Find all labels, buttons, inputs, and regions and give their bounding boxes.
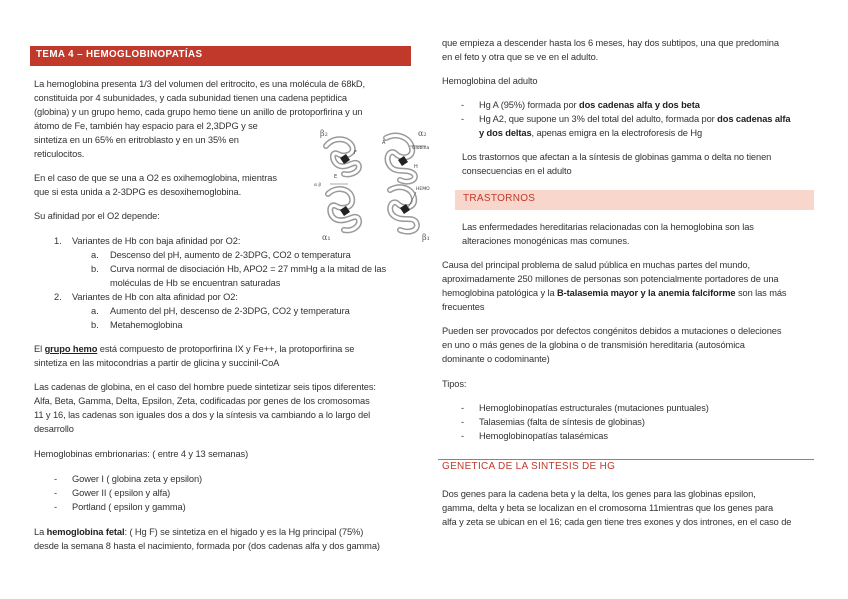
fetal-bold: hemoglobina fetal (46, 527, 125, 537)
beta2-label: β₂ (320, 129, 328, 138)
causa-bold: B-talasemia mayor y la anemia falciforme (557, 288, 736, 298)
list-item: Variantes de Hb con baja afinidad por O2: (72, 236, 241, 246)
causa-post: son las más (735, 288, 787, 298)
list-number: 1. (54, 236, 62, 246)
dash: - (54, 474, 57, 484)
fetal-text: : ( Hg F) se sintetiza en el higado y es la Hg principal (75%) (124, 527, 364, 537)
hga-pre: Hg A (95%) formada por (479, 100, 580, 110)
list-subitem: Metahemoglobina (110, 320, 183, 330)
hga2-line (479, 126, 702, 141)
list-item: Hemoglobinopatías estructurales (mutaciones puntuales) (479, 403, 709, 413)
causa-pre: hemoglobina patológica y la (442, 288, 558, 298)
enf-line: Las enfermedades hereditarias relacionadas con la hemoglobina son las (462, 222, 754, 232)
list-subitem: Aumento del pH, descenso de 2-3DPG, CO2 y temperatura (110, 306, 350, 316)
hemo-pre: El (34, 344, 45, 354)
pueden-line: dominante o codominante) (442, 354, 550, 364)
cadenas-line: 11 y 16, las cadenas son iguales dos a dos y la síntesis va cambiando a lo largo del (34, 410, 371, 420)
cadenas-line: Las cadenas de globina, en el caso del hombre puede sintetizar seis tipos diferentes: (34, 382, 376, 392)
afinidad-title: Su afinidad por el O2 depende: (34, 211, 160, 221)
fetal-line: desde la semana 8 hasta el nacimiento, formada por (dos cadenas alfa y dos gamma) (34, 541, 380, 551)
alpha2-label: α₂ (418, 129, 427, 138)
page-title: TEMA 4 – HEMOGLOBINOPATÍAS (36, 49, 203, 60)
hga2-pre: Hg A2, que supone un 3% del total del adulto, formada por (479, 114, 718, 124)
hemo-line (34, 342, 354, 357)
fetal-line (34, 525, 363, 540)
pueden-line: Pueden ser provocados por defectos congénitos debidos a mutaciones o deleciones (442, 326, 782, 336)
list-subitem: moléculas de Hb se encuentran saturadas (110, 278, 281, 288)
section-trastornos-title: TRASTORNOS (463, 193, 536, 204)
dash: - (461, 431, 464, 441)
oxi-line: que si esta unida a 2-3DPG es desoxihemoglobina. (34, 187, 242, 197)
enf-line: alteraciones monogénicas mas comunes. (462, 236, 630, 246)
intro-line: constituida por 4 subunidades, y cada subunidad tienen una cadena peptidica (34, 93, 347, 103)
list-item: Gower II ( epsilon y alfa) (72, 488, 171, 498)
cont-line: en el feto y otra que se ve en el adulto. (442, 52, 599, 62)
list-letter: b. (91, 320, 99, 330)
intro-line: átomo de Fe, también hay espacio para el 2,3DPG y se (34, 121, 258, 131)
helix-h-label: H (414, 164, 418, 170)
trast-line: consecuencias en el adulto (462, 166, 572, 176)
dash: - (461, 100, 464, 110)
hga-line (479, 98, 700, 113)
list-subitem: Curva normal de disociación Hb, APO2 = 27 mmHg a la mitad de las (110, 264, 386, 274)
hga-bold: dos cadenas alfa y dos beta (579, 100, 700, 110)
fetal-pre: La (34, 527, 47, 537)
causa-line (442, 286, 786, 301)
pueden-line: en uno o más genes de la globina o de transmisión hereditaria (autosómica (442, 340, 745, 350)
trast-line: Los trastornos que afectan a la síntesis de globinas gamma o delta no tienen (462, 152, 772, 162)
dash: - (461, 417, 464, 427)
dash: - (54, 502, 57, 512)
dash: - (461, 114, 464, 124)
causa-line: Causa del principal problema de salud pública en muchas partes del mundo, (442, 260, 750, 270)
hemo-label: HEMO (416, 187, 430, 192)
section-title-bar (30, 46, 411, 66)
hemo-line: sintetiza en las mitocondrias a partir de glicina y succinil-CoA (34, 358, 280, 368)
intro-line: reticulocitos. (34, 149, 85, 159)
list-number: 2. (54, 292, 62, 302)
list-item: Gower I ( globina zeta y epsilon) (72, 474, 203, 484)
helix-a-label: A (382, 140, 386, 146)
list-item: Portland ( epsilon y gamma) (72, 502, 186, 512)
dash: - (461, 403, 464, 413)
hemo-text: está compuesto de protoporfirina IX y Fe++, la protoporfirina se (97, 344, 355, 354)
genes-line: gamma, delta y beta se localizan en el cromosoma 11mientras que los genes para (442, 503, 774, 513)
section-genetica-title: GENETICA DE LA SINTESIS DE HG (442, 461, 616, 472)
embrionarias-title: Hemoglobinas embrionarias: ( entre 4 y 13 semanas) (34, 449, 249, 459)
intro-line: La hemoglobina presenta 1/3 del volumen del eritrocito, es una molécula de 68kD, (34, 79, 366, 89)
causa-line: aproximadamente 250 millones de personas son potencialmente portadores de una (442, 274, 779, 284)
hemo-bold: grupo hemo (44, 344, 98, 354)
cadenas-line: Alfa, Beta, Gamma, Delta, Epsilon, Zeta, codificadas por genes de los cromosomas (34, 396, 370, 406)
alpha1-label: α₁ (322, 233, 331, 242)
hga2-bold: dos cadenas alfa (717, 114, 791, 124)
helix-f-label: F (354, 150, 357, 156)
causa-line: frecuentes (442, 302, 485, 312)
globina-label: Globina (412, 146, 430, 151)
cont-line: que empieza a descender hasta los 6 meses, hay dos subtipos, una que predomina (442, 38, 779, 48)
list-letter: a. (91, 250, 99, 260)
cadenas-line: desarrollo (34, 424, 74, 434)
adulto-title: Hemoglobina del adulto (442, 76, 538, 86)
genes-line: alfa y zeta se ubican en el 16; cada gen tiene tres exones y dos intrones, en el caso de (442, 517, 792, 527)
list-item: Variantes de Hb con alta afinidad por O2: (72, 292, 238, 302)
cys-label: α β (314, 183, 322, 188)
dash: - (54, 488, 57, 498)
hemoglobin-diagram (314, 124, 438, 242)
oxi-line: En el caso de que se una a O2 es oxihemoglobina, mientras (34, 173, 277, 183)
intro-line: sintetiza en un 65% en eritroblasto y en un 35% en (34, 135, 239, 145)
hga2-post: , apenas emigra en la electroforesis de Hg (531, 128, 703, 138)
helix-e-label: E (334, 174, 338, 180)
list-item: Talasemias (falta de síntesis de globinas) (479, 417, 645, 427)
list-item: Hemoglobinopatías talasémicas (479, 431, 608, 441)
hga2-line (479, 112, 790, 127)
intro-line: (globina) y un grupo hemo, cada grupo hemo tiene un anillo de protoporfirina y un (34, 107, 363, 117)
section-divider (438, 459, 814, 460)
hga2-bold: y dos deltas (479, 128, 532, 138)
beta1-label: β₁ (422, 233, 430, 242)
list-letter: a. (91, 306, 99, 316)
genes-line: Dos genes para la cadena beta y la delta, los genes para las globinas epsilon, (442, 489, 756, 499)
list-letter: b. (91, 264, 99, 274)
section-trastornos-bar (455, 190, 814, 210)
list-subitem: Descenso del pH, aumento de 2-3DPG, CO2 o temperatura (110, 250, 351, 260)
tipos-title: Tipos: (442, 379, 467, 389)
